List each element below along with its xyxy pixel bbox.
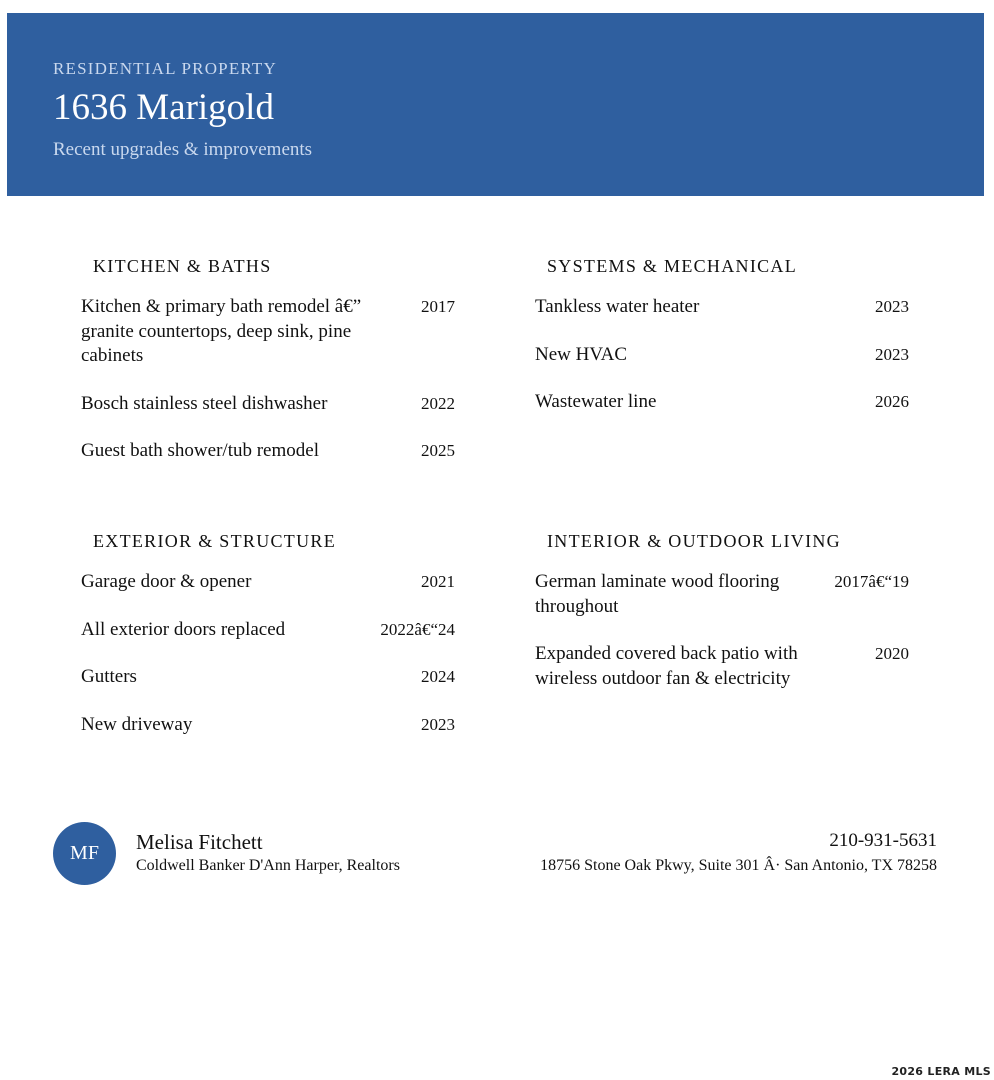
header-banner (7, 13, 984, 196)
item-label: Gutters (81, 666, 137, 687)
list-item (81, 713, 455, 738)
item-year: 2017 (421, 297, 455, 316)
item-year: 2022â€“24 (380, 619, 455, 639)
list-item (81, 665, 455, 690)
section-title: INTERIOR & OUTDOOR LIVING (547, 531, 841, 551)
agent-address: 18756 Stone Oak Pkwy, Suite 301 Â· San Antonio, TX 78258 (540, 857, 937, 874)
agent-name: Melisa Fitchett (136, 830, 263, 854)
item-label: Tankless water heater (535, 296, 700, 317)
page-title: 1636 Marigold (53, 87, 274, 128)
item-label: Bosch stainless steel dishwasher (81, 392, 328, 414)
item-year: 2026 (875, 392, 909, 411)
item-label: Expanded covered back patio with wireless outdoor fan & electricity (535, 643, 798, 689)
mls-watermark: 2026 LERA MLS (891, 1065, 991, 1078)
agent-avatar (53, 822, 116, 885)
item-year: 2017â€“19 (834, 572, 909, 591)
item-label: New driveway (81, 713, 193, 735)
page-subtitle: Recent upgrades & improvements (53, 139, 313, 160)
item-label: German laminate wood flooring throughout (535, 571, 780, 617)
list-item (81, 439, 455, 464)
agent-initials: MF (70, 842, 99, 864)
list-item (81, 570, 455, 595)
item-year: 2020 (875, 644, 909, 663)
list-item (535, 642, 909, 691)
item-year: 2022 (421, 393, 455, 413)
list-item (535, 343, 909, 368)
list-item (535, 295, 909, 320)
item-year: 2024 (421, 667, 455, 686)
section-title: SYSTEMS & MECHANICAL (547, 256, 798, 276)
item-year: 2021 (421, 572, 455, 591)
item-label: All exterior doors replaced (81, 618, 286, 640)
item-year: 2023 (875, 297, 909, 316)
item-year: 2023 (875, 344, 909, 364)
item-label: Garage door & opener (81, 571, 252, 592)
item-label: New HVAC (535, 343, 628, 365)
item-label: Guest bath shower/tub remodel (81, 440, 319, 461)
item-year: 2023 (421, 714, 455, 734)
agent-phone: 210-931-5631 (829, 830, 937, 851)
list-item (535, 570, 909, 619)
agent-company: Coldwell Banker D'Ann Harper, Realtors (136, 857, 400, 874)
list-item (535, 390, 909, 415)
item-label: Wastewater line (535, 391, 657, 412)
list-item (81, 392, 455, 417)
list-item (81, 618, 455, 643)
section-title: KITCHEN & BATHS (93, 256, 272, 276)
item-label: Kitchen & primary bath remodel â€” granite countertops, deep sink, pine cabinets (81, 296, 362, 366)
list-item (81, 295, 455, 369)
section-title: EXTERIOR & STRUCTURE (93, 531, 337, 551)
item-year: 2025 (421, 441, 455, 460)
property-type-label: RESIDENTIAL PROPERTY (53, 59, 277, 78)
